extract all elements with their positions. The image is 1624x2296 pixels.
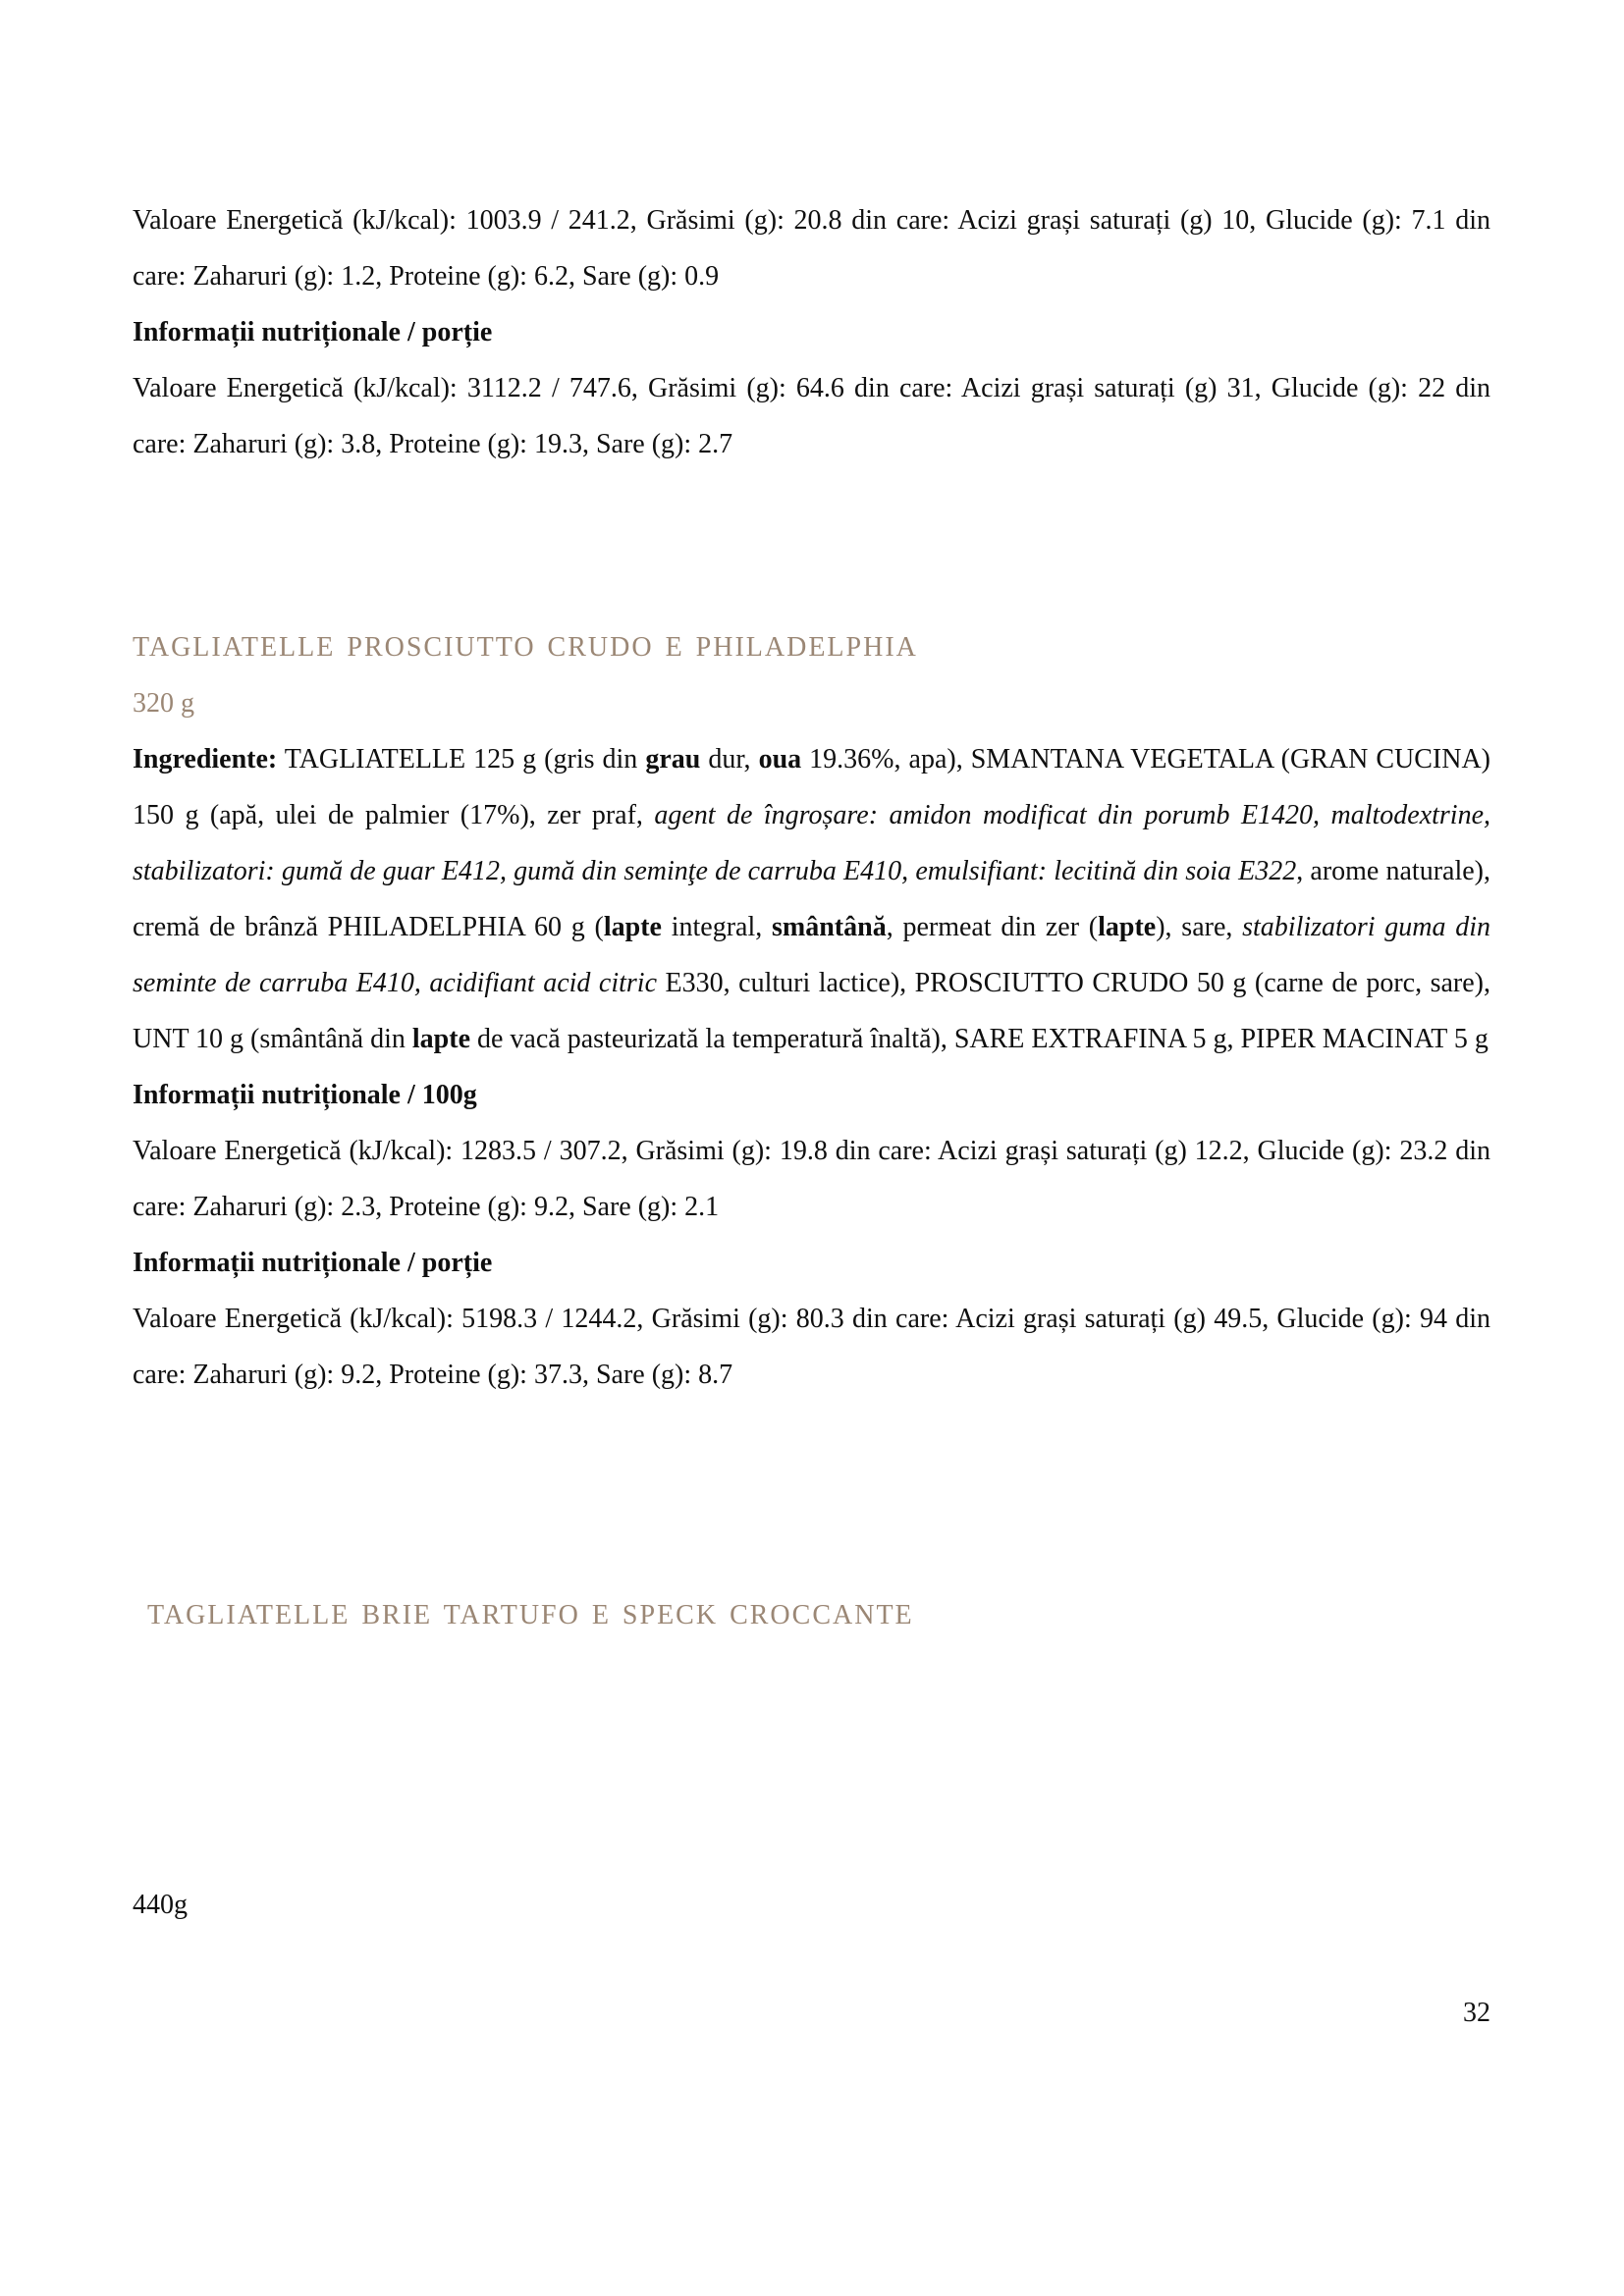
product-weight-2 — [133, 1877, 1490, 1933]
product-title-1-segment: TAGLIATELLE PROSCIUTTO CRUDO E PHILADELPHIA — [133, 632, 918, 663]
product-weight-1 — [133, 675, 1490, 731]
ingredients-paragraph-segment: Ingrediente: — [133, 744, 278, 774]
nutrition-values-100g-previous-product-segment: Valoare Energetică (kJ/kcal): 1003.9 / 241.2, Grăsimi (g): 20.8 din care: Acizi grași saturați (g) 10, Glucide (g): 7.1 din care: Zaharuri (g): 1.2, Proteine (g): 6.2, Sare (g): 0.9 — [133, 205, 1490, 292]
ingredients-paragraph-segment: lapte — [603, 912, 662, 942]
product-weight-2-segment: 440g — [133, 1890, 188, 1920]
ingredients-paragraph-segment: agent de îngroșare: amidon modificat din porumb E1420, maltodextrine, stabilizatori: gumă de guar E412, gumă din seminţe de carruba E410, emulsifiant: lecitină din soia E322 — [133, 800, 1491, 886]
product-title-1 — [133, 619, 1490, 675]
ingredients-paragraph-segment: lapte — [411, 1024, 470, 1054]
ingredients-paragraph-segment: , arome naturale), cremă de brânză PHILADELPHIA 60 g ( — [133, 856, 1490, 942]
ingredients-paragraph-segment: dur, — [700, 744, 759, 774]
ingredients-paragraph-segment: ), sare, — [1156, 912, 1243, 942]
nutrition-heading-100g-segment: Informații nutriționale / 100g — [133, 1080, 477, 1110]
ingredients-paragraph-segment: TAGLIATELLE 125 g (gris din — [277, 744, 646, 774]
nutrition-values-100g-segment: Valoare Energetică (kJ/kcal): 1283.5 / 307.2, Grăsimi (g): 19.8 din care: Acizi grași saturați (g) 12.2, Glucide (g): 23.2 din care: Zaharuri (g): 2.3, Proteine (g): 9.2, Sare (g): 2.1 — [133, 1136, 1490, 1222]
ingredients-paragraph-segment: smântână — [772, 912, 887, 942]
ingredients-paragraph-segment: oua — [758, 744, 802, 774]
product-title-2-segment: TAGLIATELLE BRIE TARTUFO E SPECK CROCCANTE — [147, 1600, 914, 1630]
nutrition-heading-portie — [133, 1235, 1490, 1291]
ingredients-paragraph-segment: grau — [645, 744, 701, 774]
nutrition-values-100g — [133, 1123, 1490, 1235]
nutrition-heading-portie-previous-product-segment: Informații nutriționale / porție — [133, 317, 493, 347]
nutrition-heading-portie-segment: Informații nutriționale / porție — [133, 1248, 493, 1278]
ingredients-paragraph-segment: 19.36%, apa), SMANTANA VEGETALA (GRAN CUCINA) 150 g (apă, ulei de palmier (17%), zer praf, — [133, 744, 1490, 830]
nutrition-values-portie — [133, 1291, 1490, 1403]
page-number: 32 — [1463, 1998, 1490, 2028]
ingredients-paragraph-segment: lapte — [1098, 912, 1157, 942]
nutrition-values-portie-segment: Valoare Energetică (kJ/kcal): 5198.3 / 1244.2, Grăsimi (g): 80.3 din care: Acizi grași saturați (g) 49.5, Glucide (g): 94 din care: Zaharuri (g): 9.2, Proteine (g): 37.3, Sare (g): 8.7 — [133, 1304, 1490, 1390]
product-title-2 — [147, 1587, 1490, 1643]
nutrition-heading-100g — [133, 1067, 1490, 1123]
nutrition-heading-portie-previous-product — [133, 304, 1490, 360]
ingredients-paragraph-segment: de vacă pasteurizată la temperatură înaltă), SARE EXTRAFINA 5 g, PIPER MACINAT 5 g — [470, 1024, 1489, 1054]
ingredients-paragraph-segment: E330, culturi lactice), PROSCIUTTO CRUDO 50 g (carne de porc, sare), UNT 10 g (smântână din — [133, 968, 1490, 1054]
ingredients-paragraph-segment: , permeat din zer ( — [886, 912, 1099, 942]
ingredients-paragraph — [133, 731, 1490, 1067]
nutrition-values-portie-previous-product — [133, 360, 1490, 472]
product-weight-1-segment: 320 g — [133, 688, 194, 719]
nutrition-values-100g-previous-product — [133, 192, 1490, 304]
ingredients-paragraph-segment: stabilizatori guma din seminte de carruba E410, acidifiant acid citric — [133, 912, 1490, 998]
nutrition-values-portie-previous-product-segment: Valoare Energetică (kJ/kcal): 3112.2 / 747.6, Grăsimi (g): 64.6 din care: Acizi grași saturați (g) 31, Glucide (g): 22 din care: Zaharuri (g): 3.8, Proteine (g): 19.3, Sare (g): 2.7 — [133, 373, 1490, 459]
ingredients-paragraph-segment: integral, — [661, 912, 772, 942]
